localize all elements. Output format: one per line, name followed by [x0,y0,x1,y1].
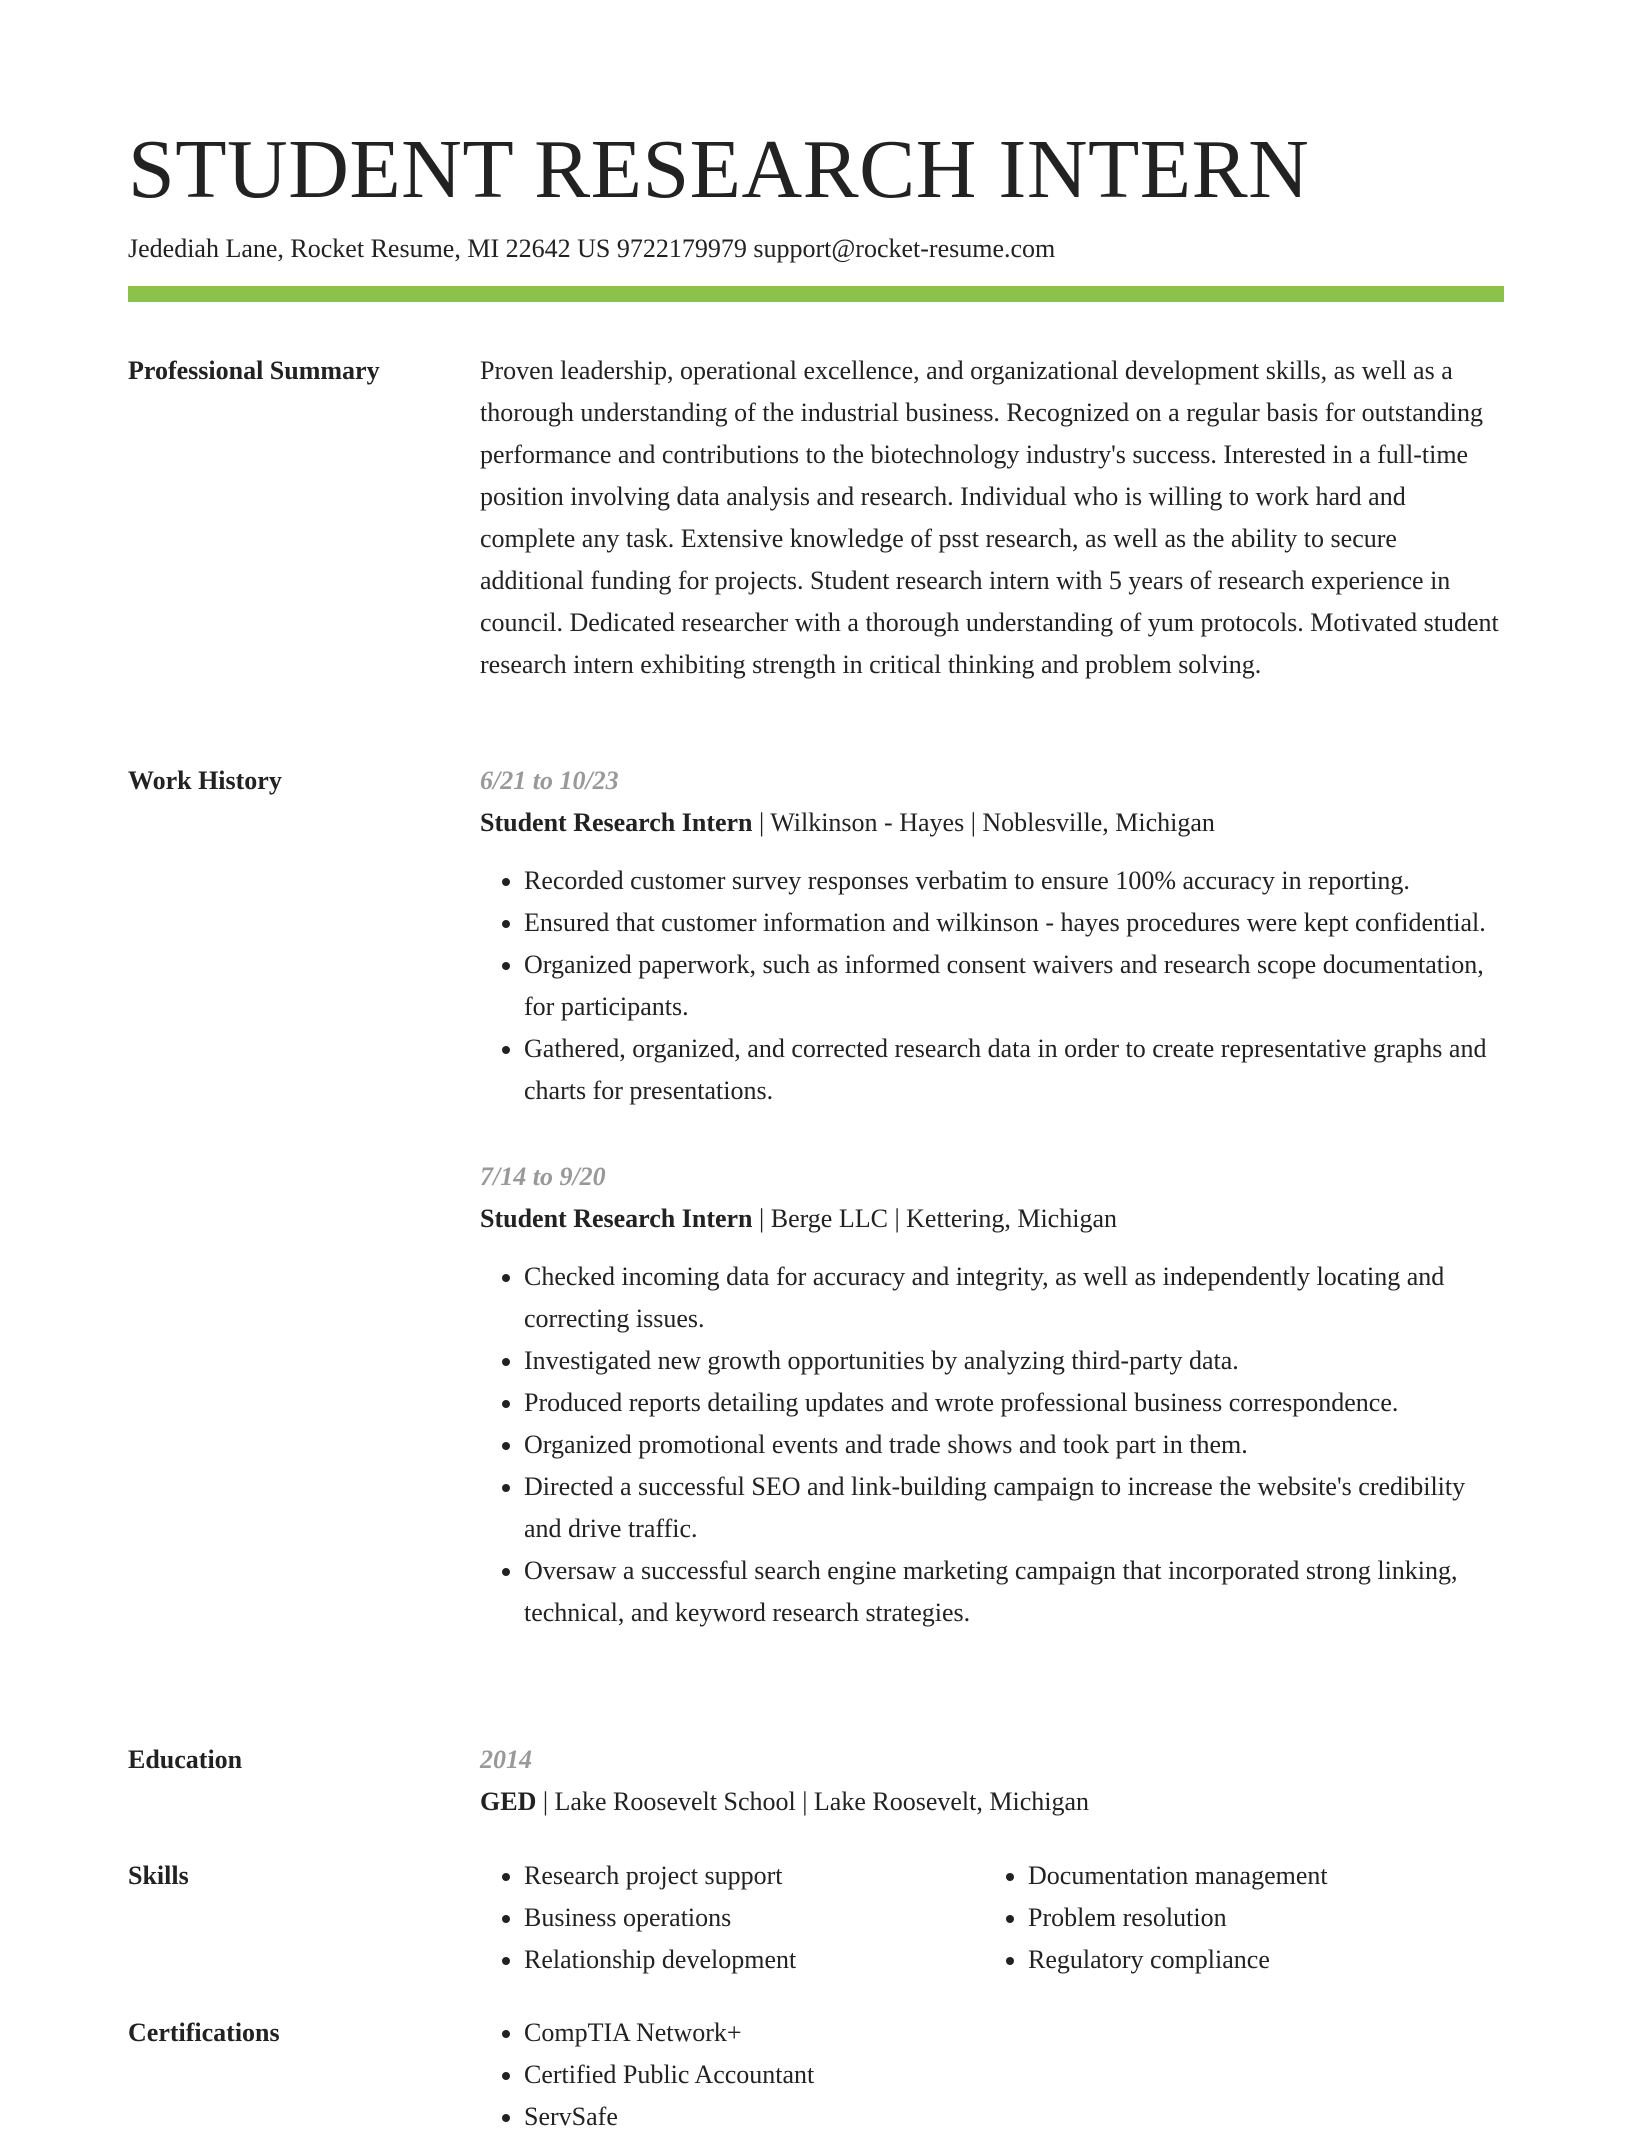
job-bullet: • Investigated new growth opportunities by analyzing third-party data. [524,1340,1504,1382]
resume-title: STUDENT RESEARCH INTERN [128,123,1310,216]
job-bullet: • Organized paperwork, such as informed consent waivers and research scope documentation, for participants. [524,944,1504,1028]
skills-body [480,1855,1504,1981]
skill-item: • Research project support [524,1855,984,1897]
skill-item: • Problem resolution [1028,1897,1488,1939]
summary-body [480,350,1504,686]
job-title: Student Research Intern [480,808,753,837]
work-history-body [480,760,1504,1634]
certification-item: • Certified Public Accountant [524,2054,1504,2096]
job-bullet: • Directed a successful SEO and link-building campaign to increase the website's credibility and drive traffic. [524,1466,1504,1550]
education-year: 2014 [480,1745,532,1774]
education-body [480,1739,1504,1823]
job-entry [480,1156,1504,1634]
work-history-heading: Work History [128,766,282,795]
skills-list-left [480,1855,984,1981]
job-bullet: • Checked incoming data for accuracy and integrity, as well as independently locating and correcting issues. [524,1256,1504,1340]
certification-item: • CompTIA Network+ [524,2012,1504,2054]
summary-heading: Professional Summary [128,356,380,385]
job-entry [480,760,1504,1112]
certifications-heading: Certifications [128,2018,280,2047]
education-degree: GED [480,1787,537,1816]
summary-text: Proven leadership, operational excellence, and organizational development skills, as well as a thorough understanding of the industrial business. Recognized on a regular basis for outstanding performance and contributions to the biotechnology industry's success. Interested in a full-time position involving data analysis and research. Individual who is willing to work hard and complete any task. Extensive knowledge of psst research, as well as the ability to secure additional funding for projects. Student research intern with 5 years of research experience in council. Dedicated researcher with a thorough understanding of yum protocols. Motivated student research intern exhibiting strength in critical thinking and problem solving. [480,356,1499,679]
job-bullet: • Produced reports detailing updates and wrote professional business correspondence. [524,1382,1504,1424]
certifications-body [480,2012,1504,2138]
education-heading: Education [128,1745,243,1774]
job-bullet: • Recorded customer survey responses verbatim to ensure 100% accuracy in reporting. [524,860,1504,902]
skill-item: • Relationship development [524,1939,984,1981]
skill-item: • Business operations [524,1897,984,1939]
job-bullets [480,860,1504,1112]
job-details: | Berge LLC | Kettering, Michigan [752,1204,1117,1233]
skill-item: • Regulatory compliance [1028,1939,1488,1981]
skills-list-right [984,1855,1488,1981]
skills-heading: Skills [128,1861,189,1890]
job-bullet: • Gathered, organized, and corrected research data in order to create representative graphs and charts for presentations. [524,1028,1504,1112]
education-details: | Lake Roosevelt School | Lake Roosevelt, Michigan [536,1787,1090,1816]
job-bullets [480,1256,1504,1634]
job-dates: 7/14 to 9/20 [480,1162,606,1191]
job-bullet: • Ensured that customer information and wilkinson - hayes procedures were kept confidential. [524,902,1504,944]
job-details: | Wilkinson - Hayes | Noblesville, Michigan [752,808,1215,837]
job-title: Student Research Intern [480,1204,753,1233]
job-bullet: • Oversaw a successful search engine marketing campaign that incorporated strong linking, technical, and keyword research strategies. [524,1550,1504,1634]
job-dates: 6/21 to 10/23 [480,766,619,795]
skill-item: • Documentation management [1028,1855,1488,1897]
job-heading [480,1198,1504,1240]
job-heading [480,802,1504,844]
certification-item: • ServSafe [524,2096,1504,2138]
contact-line: Jedediah Lane, Rocket Resume, MI 22642 US 9722179979 support@rocket-resume.com [128,234,1056,263]
certifications-list [480,2012,1504,2138]
accent-divider [128,286,1504,302]
education-line [480,1781,1504,1823]
job-bullet: • Organized promotional events and trade shows and took part in them. [524,1424,1504,1466]
